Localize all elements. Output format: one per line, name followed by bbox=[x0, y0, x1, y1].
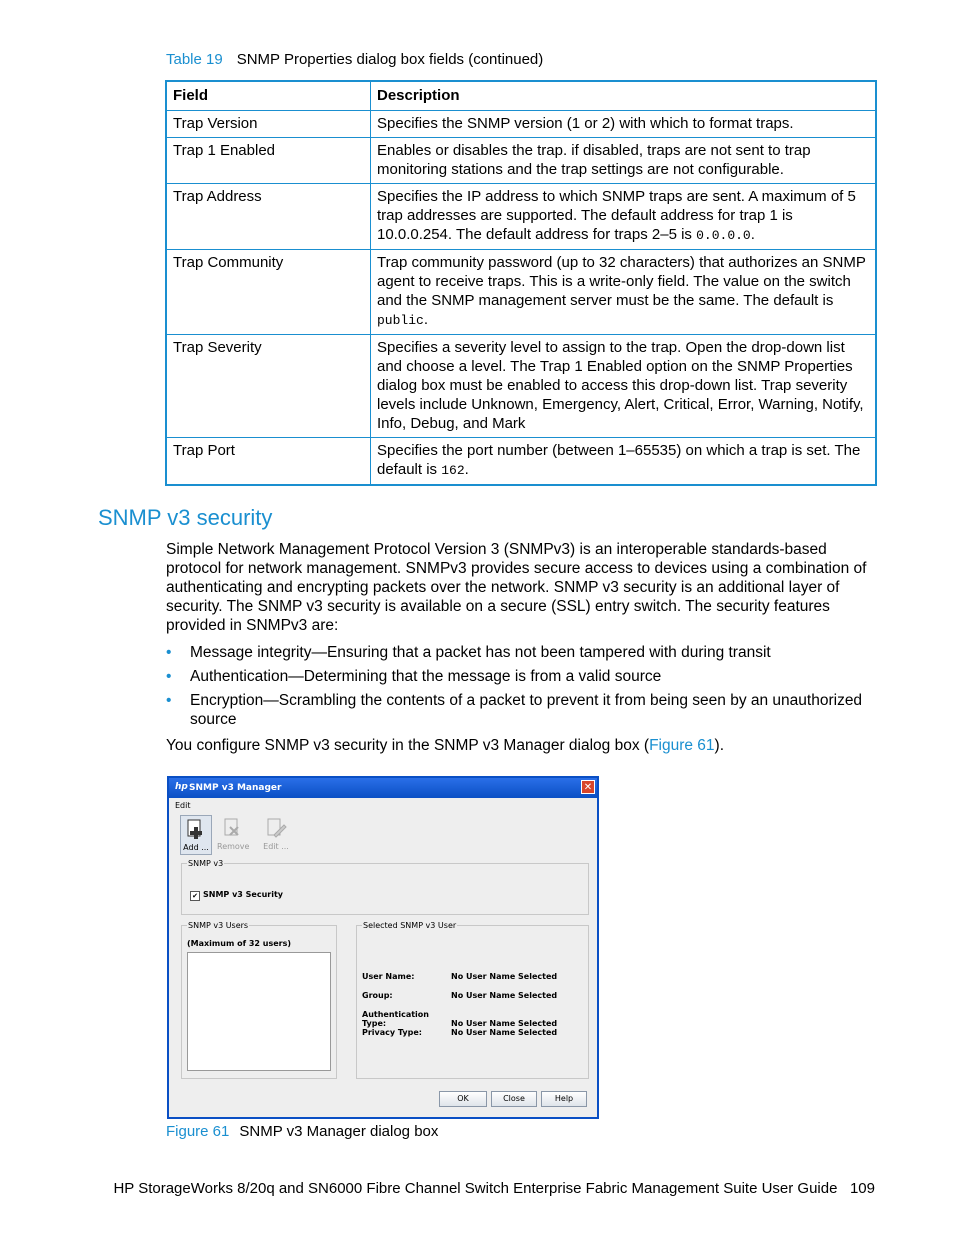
edit-button[interactable] bbox=[261, 815, 291, 853]
description-text: Specifies the IP address to which SNMP traps are sent. A maximum of 5 trap addresses are supported. The default address for trap 1 is 10.0.0.254. The default address for traps 2–5 is bbox=[377, 188, 856, 243]
checkbox-label: SNMP v3 Security bbox=[203, 890, 283, 899]
auth-type-row bbox=[362, 1010, 557, 1028]
group-row bbox=[362, 991, 557, 1000]
description-text: Specifies the port number (between 1–65535) on which a trap is set. The default is bbox=[377, 442, 861, 478]
description-text: Specifies the SNMP version (1 or 2) with which to format traps. bbox=[377, 115, 794, 132]
checkbox-check-icon[interactable]: ✔ bbox=[190, 891, 200, 901]
dialog-titlebar[interactable] bbox=[169, 778, 597, 798]
field-label: User Name: bbox=[362, 972, 415, 981]
config-text-end: ). bbox=[714, 737, 725, 754]
close-button[interactable]: Close bbox=[491, 1091, 537, 1107]
add-button[interactable] bbox=[180, 815, 212, 855]
section-heading: SNMP v3 security bbox=[98, 505, 273, 530]
table-row bbox=[166, 335, 876, 438]
table-number: Table 19 bbox=[166, 51, 223, 68]
description-cell bbox=[371, 250, 877, 335]
field-cell: Trap Severity bbox=[166, 335, 371, 438]
description-text: Specifies a severity level to assign to the trap. Open the drop-down list and choose a level. The Trap 1 Enabled option on the SNMP Properties dialog box must be enabled to access this drop-down list. Trap severity levels include Unknown, Emergency, Alert, Critical, Error, Warning, Notify, Info, Debug, and Mark bbox=[377, 339, 864, 432]
group-title: SNMP v3 Users bbox=[188, 921, 249, 930]
bullet-icon: • bbox=[166, 692, 172, 709]
list-item-text: Message integrity—Ensuring that a packet has not been tampered with during transit bbox=[190, 644, 771, 661]
figure-caption bbox=[166, 1123, 438, 1140]
help-button[interactable]: Help bbox=[541, 1091, 587, 1107]
default-value-code: public bbox=[377, 313, 424, 328]
figure-caption-text: SNMP v3 Manager dialog box bbox=[239, 1123, 439, 1140]
add-button-label: Add ... bbox=[183, 843, 209, 852]
snmp-v3-security-checkbox[interactable] bbox=[190, 890, 283, 901]
description-cell bbox=[371, 438, 877, 486]
field-label: Privacy Type: bbox=[362, 1028, 422, 1037]
description-text: Trap community password (up to 32 characters) that authorizes an SNMP agent to receive traps. This is a write-only field. The value on the switch and the SNMP management server must be the same. The default is bbox=[377, 254, 866, 309]
list-item bbox=[166, 667, 866, 686]
feature-list bbox=[166, 643, 866, 734]
field-value: No User Name Selected bbox=[451, 972, 558, 981]
field-cell: Trap 1 Enabled bbox=[166, 138, 371, 184]
bullet-icon: • bbox=[166, 644, 172, 661]
users-list[interactable] bbox=[187, 952, 331, 1071]
dialog-title: SNMP v3 Manager bbox=[189, 783, 282, 793]
group-title: SNMP v3 bbox=[188, 859, 224, 868]
description-cell bbox=[371, 111, 877, 138]
default-value-code: 0.0.0.0 bbox=[696, 228, 751, 243]
selected-user-group bbox=[356, 921, 589, 1079]
config-paragraph bbox=[166, 737, 724, 755]
bullet-icon: • bbox=[166, 668, 172, 685]
ok-button[interactable]: OK bbox=[439, 1091, 487, 1107]
snmp-properties-table bbox=[165, 80, 877, 486]
field-cell: Trap Community bbox=[166, 250, 371, 335]
description-cell bbox=[371, 335, 877, 438]
intro-paragraph: Simple Network Management Protocol Version 3 (SNMPv3) is an interoperable standards-based protocol for network management. SNMPv3 provides secure access to devices using a combination of authenticating and encrypting packets over the network. SNMP v3 security is an additional layer of security. The SNMP v3 security is available on a secure (SSL) entry switch. The security features provided in SNMPv3 are: bbox=[166, 541, 867, 634]
column-header-field: Field bbox=[166, 81, 371, 111]
table-row bbox=[166, 250, 876, 335]
close-icon[interactable]: ✕ bbox=[581, 780, 595, 794]
page-number: 109 bbox=[849, 1180, 875, 1197]
list-item bbox=[166, 643, 866, 662]
list-item bbox=[166, 691, 866, 729]
table-row bbox=[166, 438, 876, 486]
page-footer bbox=[113, 1180, 875, 1197]
user-name-row bbox=[362, 972, 557, 981]
snmp-v3-manager-dialog bbox=[167, 776, 599, 1119]
description-tail: . bbox=[464, 461, 469, 478]
table-row bbox=[166, 184, 876, 250]
menu-edit[interactable]: Edit bbox=[175, 801, 191, 810]
list-item-text: Authentication—Determining that the message is from a valid source bbox=[190, 668, 662, 685]
remove-icon bbox=[221, 817, 243, 839]
default-value-code: 162 bbox=[441, 463, 465, 478]
list-item-text: Encryption—Scrambling the contents of a packet to prevent it from being seen by an unauthorized source bbox=[190, 692, 863, 728]
privacy-type-row bbox=[362, 1028, 557, 1037]
field-cell: Trap Version bbox=[166, 111, 371, 138]
menu-bar bbox=[169, 798, 597, 812]
field-value: No User Name Selected bbox=[451, 1019, 558, 1028]
hp-logo-icon: hp bbox=[175, 782, 188, 792]
figure-number: Figure 61 bbox=[166, 1123, 230, 1140]
field-value: No User Name Selected bbox=[451, 1028, 558, 1037]
table-header-row bbox=[166, 81, 876, 111]
field-cell: Trap Address bbox=[166, 184, 371, 250]
remove-button[interactable] bbox=[217, 815, 250, 853]
group-title: Selected SNMP v3 User bbox=[363, 921, 457, 930]
edit-icon bbox=[265, 817, 287, 839]
remove-button-label: Remove bbox=[217, 842, 250, 851]
snmp-v3-group bbox=[181, 859, 589, 915]
description-tail: . bbox=[750, 226, 755, 243]
field-label: Group: bbox=[362, 991, 393, 1000]
table-row bbox=[166, 111, 876, 138]
description-tail: . bbox=[423, 311, 428, 328]
description-text: Enables or disables the trap. if disabled, traps are not sent to trap monitoring stations and the trap settings are not configurable. bbox=[377, 142, 811, 178]
table-caption bbox=[166, 51, 543, 68]
edit-button-label: Edit ... bbox=[263, 842, 289, 851]
figure-link[interactable]: Figure 61 bbox=[649, 737, 715, 754]
footer-title: HP StorageWorks 8/20q and SN6000 Fibre Channel Switch Enterprise Fabric Management Suite User Guide bbox=[113, 1180, 838, 1197]
table-row bbox=[166, 138, 876, 184]
config-text: You configure SNMP v3 security in the SNMP v3 Manager dialog box ( bbox=[166, 737, 650, 754]
table-caption-text: SNMP Properties dialog box fields (continued) bbox=[236, 51, 544, 68]
column-header-description: Description bbox=[371, 81, 877, 111]
field-label: Authentication Type: bbox=[362, 1010, 429, 1028]
description-cell bbox=[371, 138, 877, 184]
description-cell bbox=[371, 184, 877, 250]
add-user-icon bbox=[185, 818, 207, 840]
field-cell: Trap Port bbox=[166, 438, 371, 486]
snmp-v3-users-group bbox=[181, 921, 337, 1079]
users-max-note: (Maximum of 32 users) bbox=[187, 939, 291, 948]
field-value: No User Name Selected bbox=[451, 991, 558, 1000]
